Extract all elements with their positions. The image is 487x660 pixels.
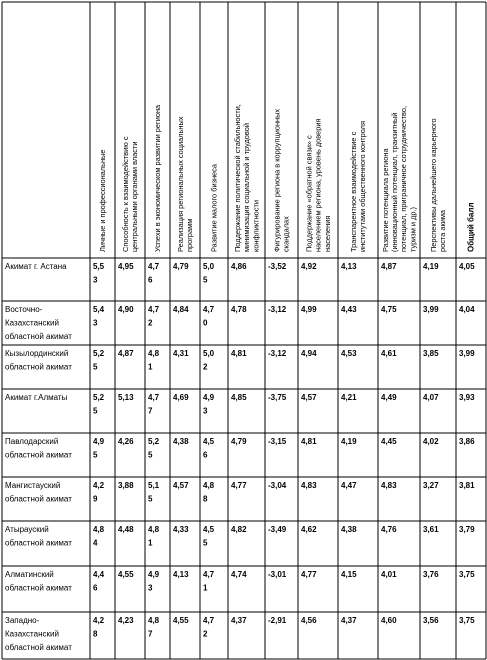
value-cell: 5,5 xyxy=(93,262,105,271)
value-cell: 4,86 xyxy=(231,262,247,271)
value-cell: 4,81 xyxy=(231,349,247,358)
column-header xyxy=(176,116,194,252)
value-cell: 3 xyxy=(148,583,153,593)
row-name-line: Акимат г.Алматы xyxy=(5,393,68,402)
value-cell: 3 xyxy=(93,318,98,328)
value-cell: 5,13 xyxy=(118,393,134,402)
column-header-line: Транспарентное взаимодействие с xyxy=(349,131,358,252)
column-header-line: потенциал, приграничное сотрудничество, xyxy=(399,105,409,252)
value-cell: 3,81 xyxy=(459,481,475,490)
column-header-line: Развитие потенциала региона xyxy=(380,148,390,252)
value-cell: 4,77 xyxy=(301,570,317,579)
value-cell: 4,75 xyxy=(381,305,397,314)
value-cell: 3,27 xyxy=(423,481,439,490)
column-header xyxy=(467,202,476,252)
value-cell: 4,55 xyxy=(118,570,134,579)
value-cell: 4,7 xyxy=(148,305,160,314)
value-cell: 4,2 xyxy=(93,616,105,625)
value-cell: 4,33 xyxy=(173,525,189,534)
column-header-line: центральными органами власти xyxy=(130,141,140,252)
value-cell: 4,87 xyxy=(118,349,134,358)
value-cell: 4,57 xyxy=(301,393,317,402)
value-cell: 4,7 xyxy=(203,616,215,625)
value-cell: 4,43 xyxy=(341,305,357,314)
value-cell: 4,90 xyxy=(118,305,134,314)
column-header xyxy=(273,109,291,252)
column-header-line: населения xyxy=(322,215,332,252)
value-cell: 3,93 xyxy=(459,393,475,402)
column-header xyxy=(233,104,260,252)
value-cell: 4,47 xyxy=(341,481,357,490)
value-cell: 4,95 xyxy=(118,262,134,271)
value-cell: -3,49 xyxy=(268,525,287,534)
value-cell: 1 xyxy=(203,583,208,593)
value-cell: 5 xyxy=(148,494,153,504)
value-cell: 4,83 xyxy=(381,481,397,490)
value-cell: 4,8 xyxy=(148,616,160,625)
value-cell: 4,07 xyxy=(423,393,439,402)
value-cell: 4,94 xyxy=(301,349,317,358)
value-cell: 4,01 xyxy=(381,570,397,579)
value-cell: 4,13 xyxy=(173,570,189,579)
value-cell: 4,15 xyxy=(341,570,357,579)
column-header xyxy=(98,150,107,252)
value-cell: 3,86 xyxy=(459,437,475,446)
value-cell: 5 xyxy=(93,362,98,372)
column-header xyxy=(304,119,331,252)
value-cell: 4,26 xyxy=(118,437,134,446)
column-header-line: конфликтности xyxy=(251,200,261,252)
value-cell: 4,19 xyxy=(423,262,439,271)
value-cell: 3,75 xyxy=(459,570,475,579)
column-header-line: населением региона, уровень доверия xyxy=(313,118,323,252)
value-cell: 4,38 xyxy=(173,437,189,446)
value-cell: 4,81 xyxy=(301,437,317,446)
value-cell: 4,04 xyxy=(459,305,475,314)
value-cell: 5 xyxy=(148,450,153,460)
value-cell: -3,12 xyxy=(268,305,287,314)
value-cell: 2 xyxy=(203,362,208,372)
row-name-line: Павлодарский xyxy=(5,437,59,446)
column-header xyxy=(153,104,162,252)
value-cell: 4,82 xyxy=(231,525,247,534)
column-header-line: Способность к взаимодействию с xyxy=(121,136,130,252)
value-cell: -3,01 xyxy=(268,570,287,579)
column-header-line: туризм и др.) xyxy=(408,207,418,252)
value-cell: 4,23 xyxy=(118,616,134,625)
value-cell: 6 xyxy=(148,275,153,285)
value-cell: 4,78 xyxy=(231,305,247,314)
value-cell: -3,52 xyxy=(268,262,287,271)
table-row xyxy=(5,437,475,460)
table-row xyxy=(5,481,475,504)
value-cell: 5 xyxy=(203,538,208,548)
table-grid xyxy=(2,2,486,659)
value-cell: 4,55 xyxy=(173,616,189,625)
value-cell: 5 xyxy=(93,450,98,460)
value-cell: -3,75 xyxy=(268,393,287,402)
column-header-line: Успехи в экономическом развитии региона xyxy=(153,104,163,252)
value-cell: 4,77 xyxy=(231,481,247,490)
value-cell: 4,38 xyxy=(341,525,357,534)
value-cell: 4,62 xyxy=(301,525,317,534)
value-cell: 4,57 xyxy=(173,481,189,490)
value-cell: 4,84 xyxy=(173,305,189,314)
value-cell: 4,5 xyxy=(203,525,215,534)
column-header-line: Развитие малого бизнеса xyxy=(209,164,219,252)
column-header-line: Поддержание политической стабильности, xyxy=(232,104,242,252)
column-header-line: скандалах xyxy=(281,216,291,252)
value-cell: 1 xyxy=(148,538,153,548)
table-row xyxy=(5,393,475,416)
value-cell: 7 xyxy=(148,406,153,416)
value-cell: 3,99 xyxy=(459,349,475,358)
value-cell: 4 xyxy=(93,538,98,548)
value-cell: 4,9 xyxy=(148,570,160,579)
value-cell: -3,15 xyxy=(268,437,287,446)
table-row xyxy=(5,616,475,652)
column-header-line: Реализация региональных социальных xyxy=(176,116,185,252)
value-cell: 9 xyxy=(93,494,98,504)
value-cell: 4,13 xyxy=(341,262,357,271)
value-cell: 4,05 xyxy=(459,262,475,271)
value-cell: 5,2 xyxy=(148,437,160,446)
value-cell: 5,1 xyxy=(148,481,160,490)
value-cell: 4,83 xyxy=(301,481,317,490)
value-cell: 2 xyxy=(148,318,153,328)
value-cell: -3,04 xyxy=(268,481,287,490)
row-name-line: Казахстанский xyxy=(5,629,59,639)
value-cell: 3,99 xyxy=(423,305,439,314)
column-header-line: минимизация социальной и трудовой xyxy=(242,123,252,252)
table-row xyxy=(5,570,475,593)
row-name-line: областной акимат xyxy=(5,583,72,593)
column-header-line: Общий балл xyxy=(466,202,476,252)
value-cell: 4,74 xyxy=(231,570,247,579)
row-name-line: Восточно- xyxy=(5,305,43,314)
value-cell: 4,45 xyxy=(381,437,397,446)
column-header-line: (инновационный потенциал, транзитный xyxy=(390,112,399,252)
value-cell: 3,75 xyxy=(459,616,475,625)
value-cell: 4,21 xyxy=(341,393,357,402)
row-name-line: Мангистауский xyxy=(5,481,61,490)
value-cell: 4,61 xyxy=(381,349,397,358)
value-cell: 4,4 xyxy=(93,570,105,579)
row-name-line: областной акимат xyxy=(5,538,72,548)
column-header-line: институтами общественного контроля xyxy=(358,121,368,252)
value-cell: 4,37 xyxy=(231,616,247,625)
column-header-line: Личные и профессиональные xyxy=(98,149,108,252)
value-cell: 7 xyxy=(148,629,153,639)
value-cell: 5,4 xyxy=(93,305,105,314)
table-row xyxy=(5,262,475,285)
value-cell: 4,31 xyxy=(173,349,189,358)
value-cell: 5 xyxy=(203,275,208,285)
value-cell: 6 xyxy=(203,450,208,460)
value-cell: 4,8 xyxy=(148,525,160,534)
row-name-line: областной акимат xyxy=(5,362,72,372)
value-cell: 4,8 xyxy=(203,481,215,490)
value-cell: 4,7 xyxy=(148,262,160,271)
value-cell: 5 xyxy=(93,406,98,416)
value-cell: 4,7 xyxy=(203,305,215,314)
row-name-line: Западно- xyxy=(5,616,40,625)
value-cell: 4,02 xyxy=(423,437,439,446)
row-name-line: областной акимат xyxy=(5,332,72,341)
value-cell: 4,37 xyxy=(341,616,357,625)
value-cell: 3,76 xyxy=(423,570,439,579)
column-header-line: Фигурирование региона в коррупционных xyxy=(272,108,282,252)
value-cell: 3,88 xyxy=(118,481,134,490)
value-cell: 4,9 xyxy=(93,437,105,446)
value-cell: 3,85 xyxy=(423,349,439,358)
table-row xyxy=(5,305,475,341)
row-name-line: Атырауский xyxy=(5,525,49,534)
value-cell: 4,60 xyxy=(381,616,397,625)
column-header xyxy=(210,163,219,252)
value-cell: 5,0 xyxy=(203,262,215,271)
value-cell: 4,8 xyxy=(93,525,105,534)
value-cell: 4,7 xyxy=(203,570,215,579)
value-cell: 5,2 xyxy=(93,393,105,402)
value-cell: 4,7 xyxy=(148,393,160,402)
value-cell: 4,2 xyxy=(93,481,105,490)
value-cell: 4,87 xyxy=(381,262,397,271)
value-cell: 4,8 xyxy=(148,349,160,358)
table-row xyxy=(5,349,475,372)
value-cell: 4,9 xyxy=(203,393,215,402)
column-header xyxy=(429,118,447,252)
value-cell: 4,85 xyxy=(231,393,247,402)
value-cell: 4,5 xyxy=(203,437,215,446)
value-cell: 4,56 xyxy=(301,616,317,625)
value-cell: 3,79 xyxy=(459,525,475,534)
row-name-line: областной акимат xyxy=(5,450,72,460)
column-header xyxy=(381,106,418,252)
column-header xyxy=(349,121,367,252)
row-name-line: областной акимат xyxy=(5,494,72,504)
value-cell: 1 xyxy=(148,362,153,372)
value-cell: 8 xyxy=(93,629,98,639)
value-cell: -3,12 xyxy=(268,349,287,358)
value-cell: 5,2 xyxy=(93,349,105,358)
value-cell: 4,79 xyxy=(231,437,247,446)
row-name-line: Кызылординский xyxy=(5,349,69,358)
row-name-line: областной акимат xyxy=(5,643,72,652)
column-header-line: роста акима xyxy=(438,209,448,252)
row-name-line: Казахстанский xyxy=(5,318,59,328)
value-cell: 2 xyxy=(203,629,208,639)
value-cell: 6 xyxy=(93,583,98,593)
value-cell: 4,79 xyxy=(173,262,189,271)
value-cell: 3,61 xyxy=(423,525,439,534)
column-header-line: Перспективы дальнейшего карьерного xyxy=(429,118,438,252)
value-cell: 4,53 xyxy=(341,349,357,358)
value-cell: 5,0 xyxy=(203,349,215,358)
value-cell: 4,19 xyxy=(341,437,357,446)
column-header-line: программ xyxy=(185,218,195,252)
value-cell: 4,76 xyxy=(381,525,397,534)
value-cell: 0 xyxy=(203,318,208,328)
value-cell: 4,48 xyxy=(118,525,134,534)
value-cell: 3 xyxy=(203,406,208,416)
table-row xyxy=(5,525,475,548)
value-cell: 4,69 xyxy=(173,393,189,402)
value-cell: 4,99 xyxy=(301,305,317,314)
value-cell: 3 xyxy=(93,275,98,285)
row-name-line: Акимат г. Астана xyxy=(5,262,67,271)
value-cell: -2,91 xyxy=(268,616,287,625)
value-cell: 4,49 xyxy=(381,393,397,402)
column-header-line: Поддержание «обратной связи» с xyxy=(304,135,314,252)
value-cell: 3,56 xyxy=(423,616,439,625)
value-cell: 8 xyxy=(203,494,208,504)
value-cell: 4,92 xyxy=(301,262,317,271)
column-header xyxy=(121,136,139,252)
row-name-line: Алматинский xyxy=(5,570,54,579)
